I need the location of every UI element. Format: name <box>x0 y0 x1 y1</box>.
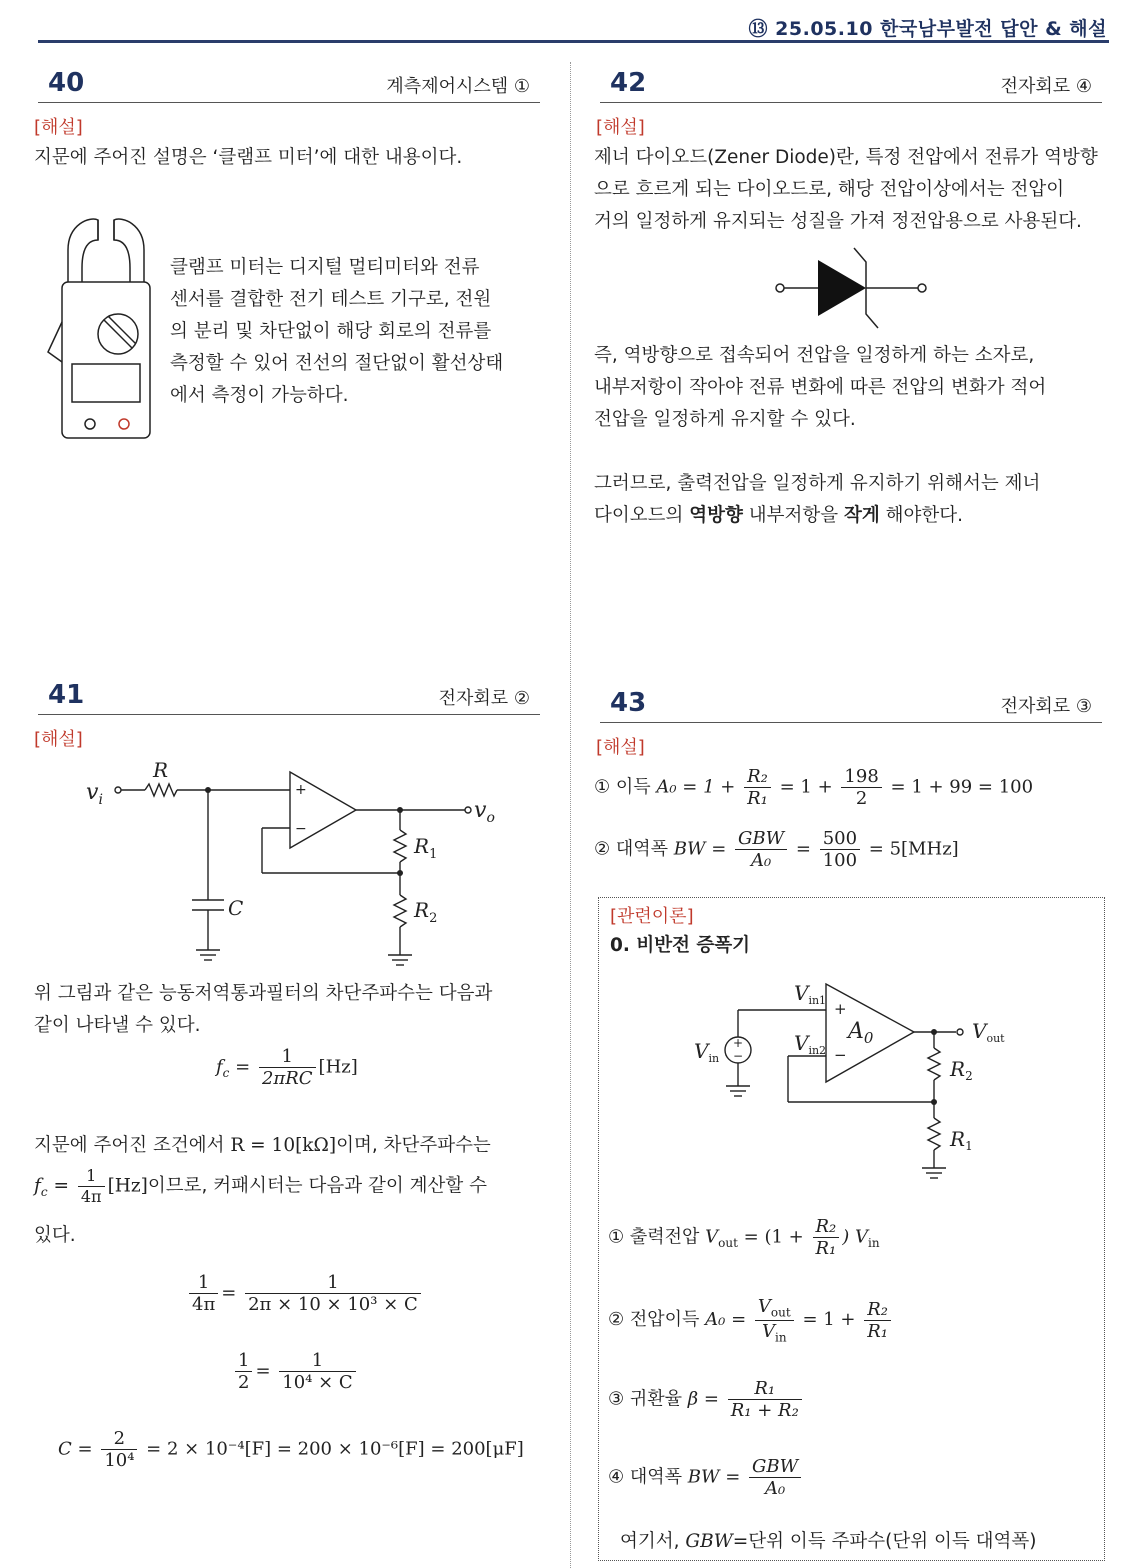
column-divider <box>570 62 571 1568</box>
q40-number: 40 <box>48 68 85 98</box>
vin2-label: V <box>794 1031 809 1055</box>
f2-frac2 <box>864 1299 891 1342</box>
r1-sub: 1 <box>965 1139 973 1153</box>
svg-text:Vin <box>694 1039 719 1065</box>
q40-line1: 지문에 주어진 설명은 ‘클램프 미터’에 대한 내용이다. <box>34 147 463 168</box>
vin1-label: V <box>794 981 809 1005</box>
q41-text4: $f_c$ = $\frac{1}{4\pi}$ [Hz]이므로, 커패시터는 다음과 같이 계산할 수 <box>34 1166 487 1206</box>
fc2-unit: [Hz] <box>107 1175 148 1197</box>
f2-n2: R₂ <box>864 1299 891 1321</box>
r2-sub: 2 <box>429 911 438 926</box>
theory-note <box>620 1526 1036 1558</box>
gain-d1: R₁ <box>747 788 768 809</box>
r2-label: R <box>414 898 430 922</box>
vin2-sub: in2 <box>808 1044 827 1057</box>
q40-desc-line: 클램프 미터는 디지털 멀티미터와 전류 <box>170 257 480 278</box>
f2-n: V <box>757 1296 771 1317</box>
eq3-lhs: C = <box>58 1438 93 1460</box>
q42-p2-line: 즉, 역방향으로 접속되어 전압을 일정하게 하는 소자로, <box>594 345 1035 366</box>
f1-rest: ) V <box>842 1226 869 1248</box>
q40-desc-line: 센서를 결합한 전기 테스트 기구로, 전원 <box>170 289 492 310</box>
r1-label: R <box>950 1127 966 1151</box>
q40-desc-line: 에서 측정이 가능하다. <box>170 385 349 406</box>
q43-bw-frac2 <box>820 828 860 871</box>
q42-category: 전자회로 ④ <box>1000 76 1092 97</box>
svg-text:vo <box>474 798 495 826</box>
q43-bw-frac1 <box>735 828 787 871</box>
theory-f4 <box>608 1456 804 1499</box>
bw-n1: GBW <box>735 828 787 850</box>
gain-d2: 2 <box>855 788 868 809</box>
c-label: C <box>228 896 244 920</box>
q41-eq2: $\frac{1}{2}$ = $\frac{1}{\text{10⁴ × C}}$ <box>232 1350 359 1393</box>
q43-label: [해설] <box>596 737 645 758</box>
q42-p2-line: 전압을 일정하게 유지할 수 있다. <box>594 409 856 430</box>
q42-number: 42 <box>610 68 647 98</box>
svg-text:R1 <box>949 1127 973 1153</box>
q43-bw-ko: ② 대역폭 <box>594 838 669 860</box>
f3-d: R₁ + R₂ <box>730 1400 799 1421</box>
q42-p3-line1: 그러므로, 출력전압을 일정하게 유지하기 위해서는 제너 <box>594 473 1041 494</box>
a0-sub: 0 <box>863 1029 874 1047</box>
eq3-rest: = 2 × 10⁻⁴[F] = 200 × 10⁻⁶[F] = 200[μF] <box>146 1438 524 1460</box>
q41-text3a: 지문에 주어진 조건에서 <box>34 1135 231 1156</box>
eq2-ln: 1 <box>235 1350 252 1372</box>
theory-f3 <box>608 1378 805 1421</box>
svg-text:A0 <box>846 1019 874 1047</box>
eq1-ld: 4π <box>192 1294 216 1315</box>
eq1-left <box>189 1272 218 1315</box>
a0-label: A <box>848 1019 864 1044</box>
fc-num: 1 <box>259 1046 316 1068</box>
f2-d-sub: in <box>775 1330 787 1345</box>
q42-paragraph2 <box>594 340 1046 436</box>
fc-frac <box>259 1046 316 1089</box>
page-header <box>38 12 1109 43</box>
lowpass-filter-circuit <box>80 755 530 973</box>
eq2-right <box>279 1350 355 1393</box>
fc2-sub: c <box>40 1185 48 1200</box>
f2-n-sub: out <box>770 1305 791 1320</box>
q42-p1-line: 제너 다이오드(Zener Diode)란, 특정 전압에서 전류가 역방향 <box>594 147 1098 168</box>
f2-mid: = 1 + <box>802 1309 856 1331</box>
q42-p3-text: 내부저항을 <box>742 505 844 526</box>
f2-frac1 <box>755 1296 794 1344</box>
q40-desc-line: 측정할 수 있어 전선의 절단없이 활선상태 <box>170 353 504 374</box>
f4-ko: ④ 대역폭 <box>608 1466 683 1488</box>
bw-d1: A₀ <box>750 850 772 871</box>
r2-sub: 2 <box>965 1069 973 1083</box>
f2-ko: ② 전압이득 <box>608 1309 700 1331</box>
q43-number: 43 <box>610 688 647 718</box>
svg-text:R2 <box>413 898 437 926</box>
q42-p1-line: 거의 일정하게 유지되는 성질을 가져 정전압용으로 사용된다. <box>594 211 1082 232</box>
q41-text3b: 이며, 차단주파수는 <box>336 1135 491 1156</box>
r1-sub: 1 <box>429 847 438 862</box>
f4-lhs: BW = <box>687 1466 741 1488</box>
vout-sub: out <box>986 1032 1005 1045</box>
q41-number: 41 <box>48 680 85 710</box>
f2-lhs: A₀ = <box>705 1309 747 1331</box>
vin1-sub: in1 <box>808 994 827 1007</box>
vin-sub: in <box>708 1052 720 1065</box>
f2-d2: R₁ <box>867 1320 889 1342</box>
q40-category: 계측제어시스템 ① <box>386 76 530 97</box>
f3-n: R₁ <box>728 1378 802 1400</box>
eq3-frac <box>101 1428 137 1471</box>
noninverting-amp-circuit <box>690 978 1010 1188</box>
note-ko1: 여기서, <box>620 1531 680 1552</box>
bw-n2: 500 <box>820 828 860 850</box>
fc2-den: 4π <box>80 1187 102 1206</box>
theory-f1 <box>608 1216 880 1259</box>
q41-label: [해설] <box>34 729 83 750</box>
q41-text5: 있다. <box>34 1225 76 1246</box>
vout-label: V <box>972 1019 987 1043</box>
vin-label: V <box>694 1039 709 1063</box>
svg-text:R1 <box>413 834 437 862</box>
f1-lhs-sub: out <box>718 1236 738 1251</box>
fc-lhs: f <box>216 1056 223 1078</box>
gain-n2: 198 <box>841 766 881 788</box>
fc2-num: 1 <box>78 1166 105 1187</box>
f4-n: GBW <box>749 1456 801 1478</box>
f4-frac <box>749 1456 801 1499</box>
q41-fc-formula: $f_c$ = $\frac{1}{\text{2πRC}}$ [Hz] <box>216 1046 358 1089</box>
q43-gain-frac1 <box>744 766 771 809</box>
svg-text:vi <box>86 780 103 808</box>
q42-header <box>600 64 1102 103</box>
vi-label: v <box>86 780 99 805</box>
q41-text4-ko: 이므로, 커패시터는 다음과 같이 계산할 수 <box>147 1175 487 1197</box>
q41-text2: 같이 나타낼 수 있다. <box>34 1015 201 1036</box>
clamp-meter-illustration <box>46 212 158 444</box>
eq1-right <box>245 1272 421 1315</box>
fc2-frac <box>78 1166 105 1207</box>
f1-d: R₁ <box>815 1238 837 1259</box>
q43-gain-line <box>594 766 1033 809</box>
eq2-rn: 1 <box>279 1350 355 1372</box>
q41-eq3 <box>58 1428 524 1471</box>
q41-text3-math: R = 10[kΩ] <box>230 1135 337 1156</box>
f2-d: V <box>762 1320 776 1342</box>
q43-gain-frac2 <box>841 766 881 809</box>
q40-desc-line: 의 분리 및 차단없이 해당 회로의 전류를 <box>170 321 492 342</box>
svg-text:R2 <box>949 1057 973 1083</box>
q42-p3-text: 해야한다. <box>879 505 963 526</box>
eq3-n: 2 <box>101 1428 137 1450</box>
q41-category: 전자회로 ② <box>438 688 530 709</box>
fc2-lhs: f <box>34 1175 41 1197</box>
eq1-rn: 1 <box>245 1272 421 1294</box>
f1-n: R₂ <box>813 1216 840 1238</box>
f1-rest-sub: in <box>868 1236 880 1251</box>
eq3-d: 10⁴ <box>104 1450 135 1471</box>
source-minus: − <box>733 1049 744 1063</box>
svg-text:Vin1 <box>794 981 826 1007</box>
f3-ko: ③ 귀환율 <box>608 1388 683 1410</box>
f3-lhs: β = <box>687 1388 719 1410</box>
r1-label: R <box>414 834 430 858</box>
r2-label: R <box>950 1057 966 1081</box>
gain-rest: = 1 + 99 = 100 <box>890 776 1034 798</box>
f1-lhs: V <box>705 1226 719 1248</box>
svg-text:+: + <box>295 782 307 798</box>
vi-sub: i <box>98 792 103 808</box>
eq2-rd: 10⁴ × C <box>282 1372 353 1393</box>
q41-text3 <box>34 1130 491 1162</box>
fc-den: 2πRC <box>261 1068 313 1089</box>
q40-header <box>38 64 540 103</box>
fc-unit: [Hz] <box>318 1056 358 1078</box>
note-math: GBW <box>685 1531 733 1552</box>
q41-header <box>38 676 540 715</box>
eq1-ln: 1 <box>189 1272 218 1294</box>
f1-mid: = (1 + <box>743 1226 804 1248</box>
svg-text:Vin2 <box>794 1031 826 1057</box>
q43-category: 전자회로 ③ <box>1000 696 1092 717</box>
note-ko2: =단위 이득 주파수(단위 이득 대역폭) <box>732 1531 1037 1552</box>
vo-sub: o <box>486 810 495 826</box>
eq1-rd: 2π × 10 × 10³ × C <box>248 1294 418 1315</box>
q42-p1-line: 으로 흐르게 되는 다이오드로, 해당 전압이상에서는 전압이 <box>594 179 1065 200</box>
f4-d: A₀ <box>764 1478 786 1499</box>
zener-diode-symbol <box>770 244 930 332</box>
q40-label: [해설] <box>34 117 83 138</box>
f3-frac <box>728 1378 802 1421</box>
q43-bw-lhs: BW = <box>673 838 727 860</box>
opamp-minus: − <box>834 1046 847 1064</box>
box-label: [관련이론] <box>610 906 694 927</box>
f1-frac <box>813 1216 840 1259</box>
q41-eq1: $\frac{1}{4\pi}$ = $\frac{1}{\text{2π × 10 × 10³ × C}}$ <box>186 1272 424 1315</box>
q42-label: [해설] <box>596 117 645 138</box>
q42-p3-bold: 역방향 <box>689 505 743 526</box>
q42-p2-line: 내부저항이 작아야 전류 변화에 따른 전압의 변화가 적어 <box>594 377 1047 398</box>
q43-gain-ko: ① 이득 <box>594 776 651 798</box>
q42-paragraph1 <box>594 142 1098 238</box>
f1-ko: ① 출력전압 <box>608 1226 700 1248</box>
opamp-plus: + <box>834 1000 847 1018</box>
q41-text1: 위 그림과 같은 능동저역통과필터의 차단주파수는 다음과 <box>34 983 493 1004</box>
source-plus: + <box>733 1036 744 1050</box>
q43-header <box>600 684 1102 723</box>
fc-sub: c <box>222 1066 230 1081</box>
q42-p3-bold: 작게 <box>844 505 880 526</box>
svg-text:−: − <box>295 821 307 837</box>
page-header-title: ⑬ 25.05.10 한국남부발전 답안 & 해설 <box>748 18 1107 40</box>
gain-n1: R₂ <box>744 766 771 788</box>
r-label: R <box>153 758 169 782</box>
q42-p3-text: 다이오드의 <box>594 505 690 526</box>
q43-gain-lhs: A₀ = 1 + <box>656 776 736 798</box>
q42-paragraph3 <box>594 468 1040 532</box>
eq2-left <box>235 1350 252 1393</box>
q43-bw-line: ② 대역폭 BW = $\frac{\text{GBW}}{\text{A₀}}$ = $\frac{500}{100}$ = 5[MHz] <box>594 828 959 871</box>
q40-description <box>170 252 503 412</box>
gain-mid: = 1 + <box>779 776 833 798</box>
vo-label: v <box>474 798 487 823</box>
box-title: 0. 비반전 증폭기 <box>610 935 751 956</box>
theory-f2 <box>608 1296 894 1344</box>
svg-text:Vout <box>972 1019 1005 1045</box>
bw-rest: = 5[MHz] <box>868 838 959 860</box>
eq2-ld: 2 <box>238 1372 250 1393</box>
bw-d2: 100 <box>822 850 858 871</box>
q42-p3-line2 <box>594 500 1040 532</box>
